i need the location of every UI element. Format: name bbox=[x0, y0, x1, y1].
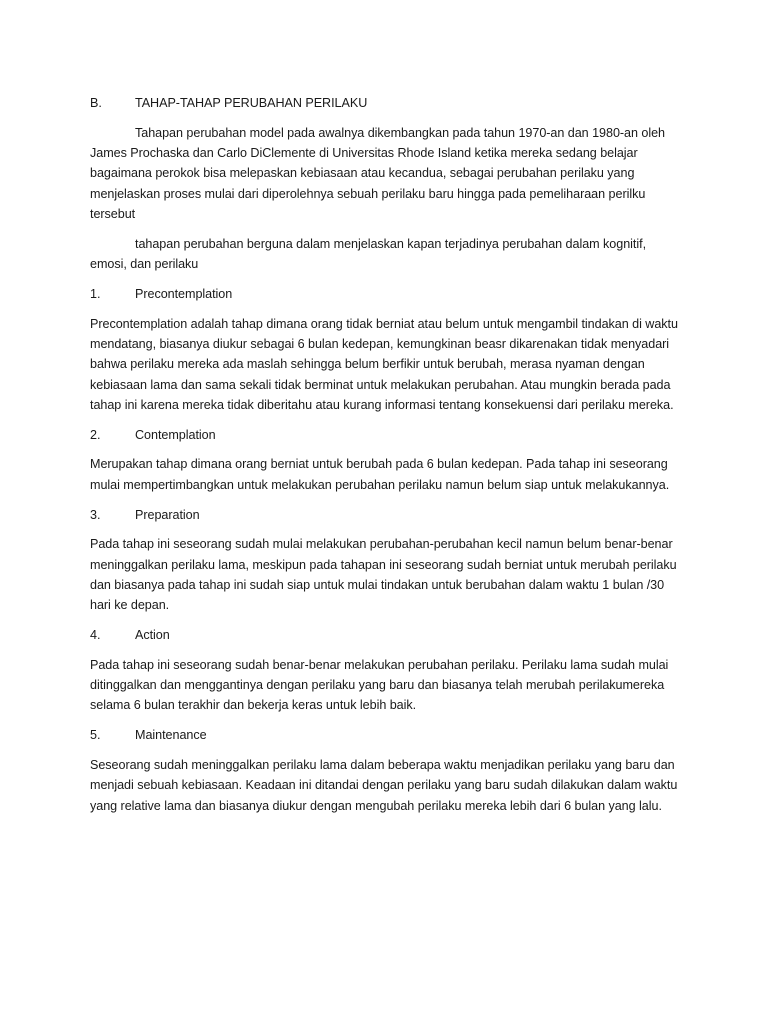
stage-number: 4. bbox=[90, 628, 101, 643]
stage-title: Precontemplation bbox=[135, 286, 233, 301]
stage-title: Preparation bbox=[135, 507, 200, 522]
stage-heading-action bbox=[90, 625, 678, 645]
stage-body-maintenance: Seseorang sudah meninggalkan perilaku lama dalam beberapa waktu menjadikan perilaku yang baru dan menjadi sebuah kebiasaan. Keadaan ini ditandai dengan perilaku yang baru sudah dilakukan dalam waktu yang relative lama dan biasanya diukur dengan mengubah perilaku mereka lebih dari 6 bulan yang lalu. bbox=[90, 758, 678, 813]
intro-paragraph-1: Tahapan perubahan model pada awalnya dikembangkan pada tahun 1970-an dan 1980-an oleh James Prochaska dan Carlo DiClemente di Universitas Rhode Island ketika mereka sedang belajar bagaimana perokok bisa melepaskan kebiasaan atau kecandua, sebagai perubahan perilaku yang menjelaskan proses mulai dari diperolehnya sebuah perilaku baru hingga pada pemeliharaan perilku tersebut bbox=[90, 125, 666, 221]
stage-title: Contemplation bbox=[135, 427, 216, 442]
section-number: B. bbox=[90, 96, 102, 110]
stage-heading-precontemplation bbox=[90, 284, 678, 304]
stage-body-preparation: Pada tahap ini seseorang sudah mulai melakukan perubahan-perubahan kecil namun belum benar-benar meninggalkan perilaku lama, meskipun pada tahapan ini seseorang sudah berniat untuk merubah perilaku dan biasanya pada tahap ini sudah siap untuk mulai tindakan untuk berubahan dalam waktu 1 bulan /30 hari ke depan. bbox=[90, 537, 677, 613]
stage-number: 3. bbox=[90, 507, 101, 522]
stage-heading-maintenance bbox=[90, 725, 678, 745]
stage-title: Maintenance bbox=[135, 728, 207, 743]
stage-title: Action bbox=[135, 628, 170, 643]
stage-number: 2. bbox=[90, 427, 101, 442]
document-page bbox=[90, 93, 678, 825]
stage-number: 5. bbox=[90, 728, 101, 743]
intro-paragraph-2: tahapan perubahan berguna dalam menjelaskan kapan terjadinya perubahan dalam kognitif, emosi, dan perilaku bbox=[90, 236, 647, 272]
stage-body-precontemplation: Precontemplation adalah tahap dimana orang tidak berniat atau belum untuk mengambil tindakan di waktu mendatang, biasanya diukur sebagai 6 bulan kedepan, kemungkinan beasr dikarenakan tidak menyadari bahwa perilaku mereka ada maslah sehingga belum berfikir untuk berubah, merasa nyaman dengan kebiasaan lama dan sama sekali tidak berminat untuk melakukan perubahan. Atau mungkin berada pada tahap ini karena mereka tidak diberitahu atau kurang informasi tentang konsekuensi dari perilaku mereka. bbox=[90, 316, 678, 412]
section-heading bbox=[90, 93, 678, 113]
stage-heading-preparation bbox=[90, 505, 678, 525]
stage-number: 1. bbox=[90, 286, 101, 301]
stage-body-contemplation: Merupakan tahap dimana orang berniat untuk berubah pada 6 bulan kedepan. Pada tahap ini seseorang mulai mempertimbangkan untuk melakukan perubahan perilaku namun belum siap untuk melakukannya. bbox=[90, 457, 670, 492]
stage-body-action: Pada tahap ini seseorang sudah benar-benar melakukan perubahan perilaku. Perilaku lama sudah mulai ditinggalkan dan menggantinya dengan perilaku yang baru dan biasanya telah merubah perilakumereka selama 6 bulan terakhir dan bekerja keras untuk lebih baik. bbox=[90, 657, 669, 713]
stage-heading-contemplation bbox=[90, 425, 678, 445]
section-title: TAHAP-TAHAP PERUBAHAN PERILAKU bbox=[135, 96, 368, 110]
